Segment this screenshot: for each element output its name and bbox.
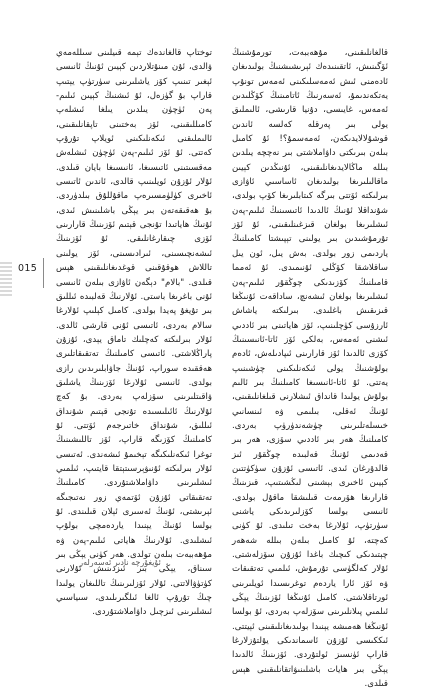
page-edge-marker <box>0 262 12 296</box>
running-footer: ئۇيغۇرچە نادىر ئەسەرلەر <box>79 558 161 567</box>
body-paragraph: توختاپ قالغاندەك تېمە قىيلىنى سىللەمەي ۋالدى، ئۇن مىنۇتلاردىن كېيىن ئۇنىڭ ئانىسى ئېغىر تىنىپ كۆز ياشلىرىنى سۈرتۈپ يېتىپ قاراپ بۇ گۈزەل، ئۇ ئىشنىڭ كېيىن ئىلىم-پەن ئۈچۈن يىلدىن يىلغا ئىشلەپ كامىللىقىنى، ئۆز بەختىنى تاپقانلىقىنى، ئالىملىقنى ئىكەنلىكىنى ئويلاپ تۇرۇپ كەتتى. ئۇ ئۆز ئىلىم-پەن ئۈچۈن ئىشلەش مەقسىتىنى ئاتىسىغا، ئانىسىغا بايان قىلدى. ئۇلار ئۇزۇن ئويلىنىپ قالدى، ئاندىن ئاتىسى ئاخىرى كۈلۈمسىرەپ ماقۇللۇق بىلدۈردى. بۇ ھەقىقەتەن بىر يېڭى باشلىنىش ئىدى، ئۇنىڭ ھاياتىدا تۇنجى قېتىم ئۆزىنىڭ قارارىنى ئۆزى چىقارغانلىقى. ئۇ ئۆزىنىڭ ئىشەنچىسىنى، ئىرادىسىنى، ئۆز يولىنى تاللاش ھوقۇقىنى قوغدىغانلىقىنى ھېس قىلدى. "بالام" دېگەن ئاۋازى بىلەن ئانىسى ئۇنى باغرىغا باستى. ئۇلارنىڭ قەلبىدە ئىللىق بىر تۇيغۇ پەيدا بولدى. كامىل كېلىپ ئۇلارغا سالام بەردى، ئاتىسى ئۇنى قارشى ئالدى. ئۇلار بىرلىكتە كەچلىك تاماق يېدى، ئۇزۇن پاراڭلاشتى. ئاتىسى كامىلنىڭ تەتقىقاتلىرى ھەققىدە سوراپ، ئۇنىڭ جاۋابلىرىدىن رازى بولدى. ئانىسى ئۇلارغا ئۆزىنىڭ ياشلىق ۋاقىتلىرىنى سۆزلەپ بەردى. بۇ كەچ ئۇلارنىڭ ئائىلىسىدە تۇنجى قېتىم شۇنداق ئىللىق، شۇنداق خاتىرجەم ئۆتتى. ئۇ كامىلنىڭ كۆزىگە قاراپ، ئۆز تاللىشىنىڭ توغرا ئىكەنلىكىگە تېخىمۇ ئىشەندى. ئەتىسى ئۇلار بىرلىكتە ئۇنىۋېرسىتېتقا قايتىپ، ئىلمىي ئىشلىرىنى داۋاملاشتۇردى. كامىلنىڭ تەتقىقاتى ئۇزۇن ئۆتمەي زور نەتىجىگە ئېرىشتى، ئۇنىڭ ئەسىرى ئېلان قىلىندى. ئۇ بولسا ئۇنىڭ يېنىدا ياردەمچى بولۇپ ئىشلىدى. ئۇلارنىڭ ھاياتى ئىلىم-پەن ۋە مۇھەببەت بىلەن تولدى. ھەر كۈنى يېڭى بىر سىناق، يېڭى بىر ئىزدىنىش ئۇلارنى كۈتۈۋالاتتى. ئۇلار ئۆزلىرىنىڭ تاللىغان يولىدا چىڭ تۇرۇپ ئالغا ئىلگىرىلىدى، سىياسىي ئىشلىرىنى ئىزچىل داۋاملاشتۇردى. <box>56 48 212 618</box>
folio-divider <box>43 258 44 288</box>
text-column-right <box>232 46 388 690</box>
body-paragraph: قالغانلىقىنى، مۇھەببەت، تورمۇشنىڭ ئۆگىنىش، ئاتقىنىدەك ئېرىشىشنىڭ بولىدىغان ئادەمنى ئىش ئەمەسلىكىنى ئەمەس تونۇپ يەتكەندىمۇ، ئەسەرنىڭ ئاتامىنىڭ كۆڭلىدىن ئەمەس، غايىسى، دۇنيا قارىشى، ئالىملىق يولى بىر پەرقلە كەلسە ئاندىن قوشۇلالايدىكەن، ئەمەسمۇ؟! ئۇ كامىل بىلەن بىرىكتى داۋاملاشتى بىر نەچچە يىلدىن بىللە ماڭالايدىغانلىقىنى، ئۇنىڭدىن كېيىن ماقالىلىرىغا بولىدىغان ئاساسىي ئاۋازى بىرلىكتە ئۆتتى بىرگە كىتابلىرىغا كۆپ بولدى، شۇنداقلا ئۇنىڭ ئالدىدا ئاتىسىنىڭ ئىلىم-پەن ئىشلىرىغا بولغان قىزغىنلىقىنى، ئۇ ئۆز تۇرمۇشىدىن بىر يولىنى تېپىشتا كامىلنىڭ ياردىمى زور بولدى. بەش يىل، ئون يىل ساقلاشقا كۆڭلى ئۇنىمىدى. ئۇ ئەمما قامىلنىڭ كۆزىدىكى چوڭقۇر ئىلىم-پەن ئىشلىرىغا بولغان ئىشەنچ، ساداقەت ئۇنىڭغا قىزىقىش باغلىدى. بىرلىكتە ياشاش ئارزۇسى كۈچلىنىپ، ئۆز ھاياتىنى بىر ئاددىي ئىشنى ئەمەس، بەلكى ئۆز ئاتا-ئانىسىنىڭ كۆزى ئالدىدا ئۆز قارارىنى ئىپادىلەش، ئادەم بولۇشنىڭ يولى ئىكەنلىكىنى چۈشىنىپ يەتتى. ئۇ ئاتا-ئانىسىغا كامىلنىڭ بىر ئالىم بولۇش يولىدا قانداق ئىشلارنى قىلغانلىقىنى، ئۇنىڭ ئەقلى، بىلىمى ۋە ئىنسانىي خىسلەتلىرىنى چۈشەندۈرۈپ بەردى. كامىلنىڭ ھەر بىر ئاددىي سۆزى، ھەر بىر قەدىمى ئۇنىڭ قەلبىدە چوڭقۇر ئىز قالدۇرغان ئىدى. ئاتىسى ئۇزۇن سۈكۈتتىن كېيىن ئاخىرى بېشىنى لىڭشىتىپ، قىزىنىڭ قارارىغا ھۆرمەت قىلىشقا ماقۇل بولدى. ئانىسى بولسا كۆزلىرىدىكى ياشنى سۈرتۈپ، ئۇلارغا بەخت تىلىدى. ئۇ كۈنى كەچتە، ئۇ كامىل بىلەن بىللە شەھەر چېتىدىكى كىچىك باغدا ئۇزۇن سۆزلەشتى. ئۇلار كەلگۈسى تۇرمۇش، ئىلمىي تەتقىقات ۋە ئۆز ئارا ياردەم توغرىسىدا ئويلىرىنى ئورتاقلاشتى. كامىل ئۇنىڭغا ئۆزىنىڭ يېڭى ئىلمىي پىلانلىرىنى سۆزلەپ بەردى، ئۇ بولسا ئۇنىڭغا ھەمىشە يېنىدا بولىدىغانلىقىنى ئېيتتى. ئىككىسى ئۇزۇن ئاسماندىكى يۇلتۇزلارغا قاراپ ئۈنسىز ئولتۇردى. ئۆزىنىڭ ئالدىدا يېڭى بىر ھايات باشلىنىۋاتقانلىقىنى ھېس قىلدى. <box>232 48 388 690</box>
page-number: 015 <box>18 263 38 274</box>
